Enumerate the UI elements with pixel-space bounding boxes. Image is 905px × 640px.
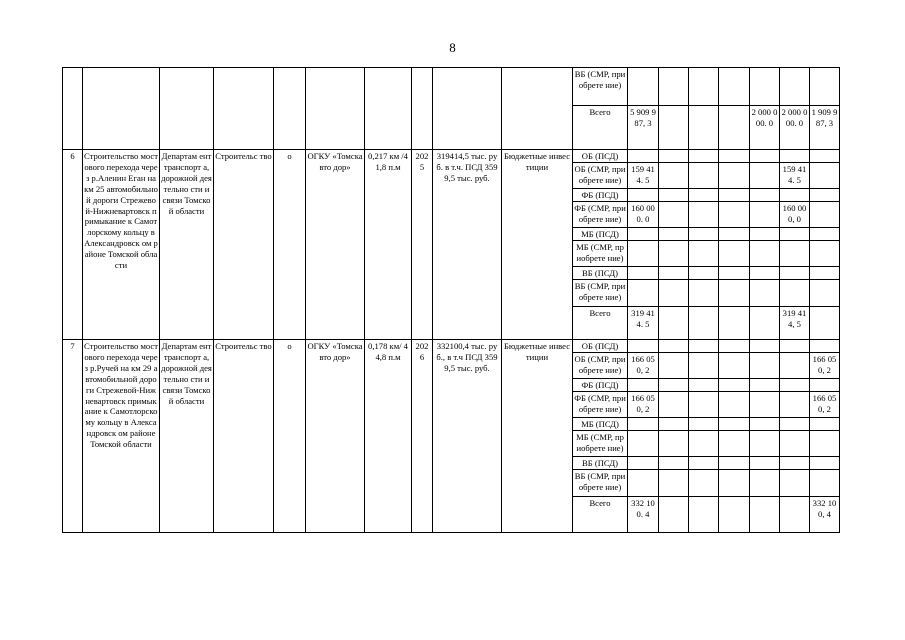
value-cell [810, 379, 840, 392]
capacity: 0,178 км/ 44,8 п.м [365, 340, 412, 533]
value-cell [810, 470, 840, 497]
value-cell [628, 150, 659, 163]
value-cell [628, 470, 659, 497]
value-cell [780, 68, 810, 106]
value-cell [628, 280, 659, 307]
value-cell [750, 431, 780, 457]
value-cell [689, 497, 719, 533]
value-cell [628, 431, 659, 457]
value-cell [689, 431, 719, 457]
value-cell: 159 414. 5 [780, 163, 810, 189]
empty-cell [83, 68, 160, 150]
value-cell [689, 470, 719, 497]
value-cell [719, 418, 750, 431]
value-cell [780, 228, 810, 241]
fund-source-label: МБ (ПСД) [573, 418, 628, 431]
estimated-cost: 319414,5 тыс. руб. в т.ч. ПСД 3599,5 тыс. руб. [433, 150, 502, 340]
value-cell [780, 470, 810, 497]
value-cell [810, 163, 840, 189]
fund-source-label: ОБ (ПСД) [573, 150, 628, 163]
value-cell [689, 307, 719, 340]
value-cell [750, 163, 780, 189]
value-cell: 159 414. 5 [628, 163, 659, 189]
value-cell [689, 189, 719, 202]
fund-source-label: ФБ (СМР, приобрете ние) [573, 392, 628, 418]
value-cell [628, 379, 659, 392]
value-cell [750, 150, 780, 163]
value-cell [810, 68, 840, 106]
fund-source-label: МБ (СМР, приобрете ние) [573, 241, 628, 267]
row-number: 7 [63, 340, 83, 533]
fund-source-label: ОБ (ПСД) [573, 340, 628, 353]
value-cell [689, 163, 719, 189]
value-cell [810, 340, 840, 353]
value-cell [659, 457, 689, 470]
value-cell [659, 353, 689, 379]
table-row [63, 340, 840, 353]
value-cell [719, 241, 750, 267]
value-cell [659, 267, 689, 280]
value-cell: 160 000, 0 [780, 202, 810, 228]
value-cell [780, 189, 810, 202]
value-cell [780, 241, 810, 267]
value-cell [810, 228, 840, 241]
value-cell [689, 392, 719, 418]
construction-type: Строительс тво [214, 340, 274, 533]
value-cell [689, 418, 719, 431]
value-cell [750, 228, 780, 241]
value-cell [810, 189, 840, 202]
fund-source-label: Всего [573, 497, 628, 533]
value-cell [689, 353, 719, 379]
value-cell [750, 379, 780, 392]
value-cell [750, 392, 780, 418]
investment-projects-table [62, 67, 840, 533]
value-cell [719, 431, 750, 457]
fund-source-label: ФБ (ПСД) [573, 379, 628, 392]
fund-source-label: Всего [573, 307, 628, 340]
table-row [63, 150, 840, 163]
completion-year: 202 5 [412, 150, 433, 340]
value-cell [689, 267, 719, 280]
value-cell [719, 267, 750, 280]
fund-source-label: ВБ (ПСД) [573, 267, 628, 280]
value-cell: 332 100, 4 [810, 497, 840, 533]
fund-source-label: ВБ (СМР, приобрете ние) [573, 280, 628, 307]
customer: ОГКУ «Томскавто дор» [306, 340, 365, 533]
value-cell [689, 150, 719, 163]
value-cell [750, 241, 780, 267]
value-cell [750, 497, 780, 533]
object-name: Строительство мостового перехода через р.Аленин Еган на км 25 автомобильной дороги Стрежевой-Нижневартовск примыкание к Самотлорскому кольцу в Александровск ом районе Томской области [83, 150, 160, 340]
value-cell [780, 497, 810, 533]
value-cell [719, 340, 750, 353]
value-cell [659, 106, 689, 150]
value-cell [659, 68, 689, 106]
financing-source: Бюджетные инвестиции [502, 340, 573, 533]
value-cell [689, 280, 719, 307]
value-cell [810, 150, 840, 163]
value-cell: 166 050, 2 [628, 392, 659, 418]
value-cell [689, 379, 719, 392]
value-cell [719, 379, 750, 392]
value-cell [780, 340, 810, 353]
value-cell [628, 418, 659, 431]
value-cell [810, 418, 840, 431]
fund-source-label: ВБ (СМР, приобрете ние) [573, 470, 628, 497]
fund-source-label: Всего [573, 106, 628, 150]
value-cell [750, 202, 780, 228]
value-cell [689, 228, 719, 241]
value-cell [810, 202, 840, 228]
department: Департам ент транспорт а, дорожной деятельно сти и связи Томской области [160, 340, 214, 533]
value-cell [659, 202, 689, 228]
value-cell [719, 228, 750, 241]
value-cell [659, 470, 689, 497]
value-cell [810, 267, 840, 280]
value-cell: 332 100. 4 [628, 497, 659, 533]
fund-source-label: МБ (СМР, приобрете ние) [573, 431, 628, 457]
empty-cell [306, 68, 365, 150]
value-cell [719, 68, 750, 106]
customer: ОГКУ «Томскавто дор» [306, 150, 365, 340]
object-name: Строительство мостового перехода через р.Ручей на км 29 автомобильной дороги Стрежевой-Нижневартовск примыкание к Самотлорскому кольцу в Александровск ом районе Томской области [83, 340, 160, 533]
value-cell [628, 457, 659, 470]
value-cell: 319 414, 5 [780, 307, 810, 340]
value-cell [750, 68, 780, 106]
value-cell [750, 418, 780, 431]
construction-type: Строительс тво [214, 150, 274, 340]
value-cell [659, 497, 689, 533]
value-cell [659, 418, 689, 431]
value-cell [780, 392, 810, 418]
value-cell [810, 307, 840, 340]
value-cell [750, 280, 780, 307]
value-cell [659, 280, 689, 307]
value-cell [719, 497, 750, 533]
completion-year: 202 6 [412, 340, 433, 533]
page-number: 8 [449, 40, 456, 55]
value-cell [689, 457, 719, 470]
empty-cell [63, 68, 83, 150]
value-cell [750, 353, 780, 379]
fund-source-label: ФБ (ПСД) [573, 189, 628, 202]
empty-cell [365, 68, 412, 150]
empty-cell [214, 68, 274, 150]
value-cell [719, 150, 750, 163]
value-cell [719, 163, 750, 189]
value-cell [689, 202, 719, 228]
value-cell [659, 392, 689, 418]
value-cell [719, 307, 750, 340]
value-cell [659, 431, 689, 457]
value-cell: 2 000 000. 0 [750, 106, 780, 150]
ownership-code: о [274, 150, 306, 340]
department: Департам ент транспорт а, дорожной деятельно сти и связи Томской области [160, 150, 214, 340]
value-cell [780, 418, 810, 431]
value-cell: 166 050, 2 [810, 392, 840, 418]
value-cell [780, 150, 810, 163]
table-row [63, 68, 840, 106]
value-cell [689, 106, 719, 150]
value-cell [750, 340, 780, 353]
value-cell [810, 241, 840, 267]
value-cell [780, 431, 810, 457]
value-cell [659, 150, 689, 163]
value-cell [719, 280, 750, 307]
ownership-code: о [274, 340, 306, 533]
fund-source-label: ВБ (СМР, приобрете ние) [573, 68, 628, 106]
value-cell [628, 241, 659, 267]
value-cell [659, 379, 689, 392]
value-cell [659, 307, 689, 340]
value-cell [659, 163, 689, 189]
value-cell [719, 457, 750, 470]
value-cell [719, 202, 750, 228]
value-cell [628, 228, 659, 241]
value-cell [810, 280, 840, 307]
empty-cell [433, 68, 502, 150]
value-cell [750, 307, 780, 340]
value-cell [628, 340, 659, 353]
value-cell: 166 050, 2 [810, 353, 840, 379]
value-cell [810, 431, 840, 457]
value-cell [659, 340, 689, 353]
empty-cell [502, 68, 573, 150]
value-cell [719, 189, 750, 202]
value-cell [689, 241, 719, 267]
value-cell [750, 189, 780, 202]
value-cell [689, 340, 719, 353]
value-cell: 5 909 987, 3 [628, 106, 659, 150]
value-cell [659, 228, 689, 241]
value-cell: 1 909 987, 3 [810, 106, 840, 150]
value-cell: 319 414. 5 [628, 307, 659, 340]
value-cell: 2 000 000. 0 [780, 106, 810, 150]
fund-source-label: МБ (ПСД) [573, 228, 628, 241]
value-cell [750, 267, 780, 280]
value-cell [780, 267, 810, 280]
value-cell [780, 379, 810, 392]
value-cell [659, 189, 689, 202]
row-number: 6 [63, 150, 83, 340]
value-cell: 166 050, 2 [628, 353, 659, 379]
fund-source-label: ОБ (СМР, приобрете ние) [573, 163, 628, 189]
financing-source: Бюджетные инвестиции [502, 150, 573, 340]
fund-source-label: ФБ (СМР, приобрете ние) [573, 202, 628, 228]
value-cell [659, 241, 689, 267]
value-cell [628, 267, 659, 280]
value-cell [719, 106, 750, 150]
empty-cell [274, 68, 306, 150]
value-cell [628, 68, 659, 106]
empty-cell [160, 68, 214, 150]
value-cell [750, 457, 780, 470]
capacity: 0,217 км /41,8 п.м [365, 150, 412, 340]
value-cell [750, 470, 780, 497]
fund-source-label: ВБ (ПСД) [573, 457, 628, 470]
value-cell [780, 457, 810, 470]
value-cell [689, 68, 719, 106]
fund-source-label: ОБ (СМР, приобрете ние) [573, 353, 628, 379]
value-cell [810, 457, 840, 470]
value-cell [719, 392, 750, 418]
value-cell [780, 353, 810, 379]
empty-cell [412, 68, 433, 150]
value-cell [780, 280, 810, 307]
value-cell [719, 353, 750, 379]
value-cell [719, 470, 750, 497]
value-cell [628, 189, 659, 202]
estimated-cost: 332100,4 тыс. руб., в т.ч ПСД 3599,5 тыс. руб. [433, 340, 502, 533]
value-cell: 160 000. 0 [628, 202, 659, 228]
